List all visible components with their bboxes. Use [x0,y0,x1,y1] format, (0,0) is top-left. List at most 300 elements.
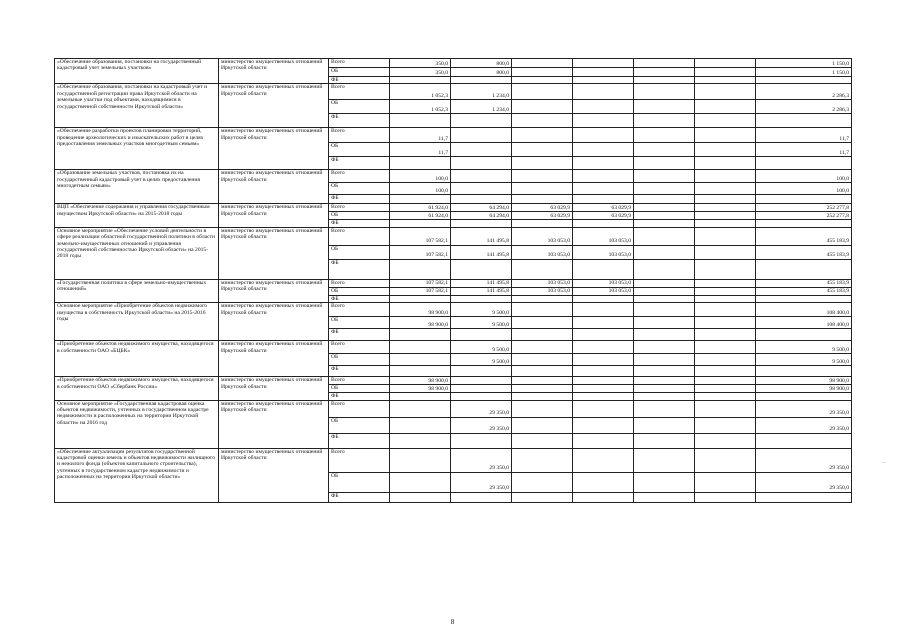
amount-cell [512,259,573,279]
funding-source-label: ФБ [329,329,390,341]
amount-cell [634,448,695,472]
amount-cell [634,195,695,204]
total-cell [756,295,852,302]
amount-cell [512,183,573,195]
amount-cell [695,279,756,287]
amount-cell [634,385,695,393]
amount-cell [695,295,756,302]
total-cell [756,157,852,170]
amount-cell [512,220,573,227]
funding-source-label: Всего [329,84,390,100]
amount-cell: 61 924,0 [390,212,451,220]
amount-cell [573,84,634,100]
amount-cell [512,393,573,400]
amount-cell: 9 500,0 [451,317,512,329]
funding-source-label: Всего [329,204,390,212]
amount-cell [451,377,512,385]
amount-cell [451,433,512,448]
amount-cell [573,68,634,77]
funding-source-label: ОБ [329,287,390,295]
amount-cell [695,114,756,128]
amount-cell [573,157,634,170]
total-cell: 29 350,0 [756,417,852,433]
table-row [55,303,852,317]
amount-cell [390,341,451,354]
amount-cell: 9 500,0 [451,303,512,317]
amount-cell: 107 582,1 [390,279,451,287]
amount-cell [451,329,512,341]
amount-cell [573,128,634,143]
funding-source-label: Всего [329,279,390,287]
funding-source-label: ФБ [329,492,390,502]
funding-source-label: ОБ [329,472,390,492]
budget-table-body [55,59,852,503]
amount-cell [634,303,695,317]
amount-cell [573,433,634,448]
amount-cell [695,354,756,366]
funding-source-label: ФБ [329,366,390,377]
total-cell [756,366,852,377]
amount-cell: 11,7 [390,143,451,157]
amount-cell [634,377,695,385]
amount-cell: 103 053,0 [512,279,573,287]
total-cell: 29 350,0 [756,472,852,492]
amount-cell [634,170,695,183]
total-cell: 2 286,3 [756,84,852,100]
total-cell: 1 150,0 [756,59,852,68]
amount-cell: 103 053,0 [573,227,634,245]
amount-cell [695,77,756,84]
amount-cell [573,385,634,393]
amount-cell [512,68,573,77]
measure-description: Основное мероприятие «Государственная кадастровая оценка объектов недвижимости, учтенных в государственном кадастре недвижимости и расположенных на территории Иркутской области» на 2016 год [55,400,219,448]
amount-cell [695,385,756,393]
funding-source-label: ФБ [329,433,390,448]
funding-source-label: Всего [329,128,390,143]
amount-cell: 63 029,9 [573,204,634,212]
responsible-executor: министерство имущественных отношений Иркутской области [219,279,329,302]
amount-cell [634,433,695,448]
total-cell: 1 150,0 [756,68,852,77]
funding-source-label: ФБ [329,259,390,279]
amount-cell: 98 900,0 [390,303,451,317]
amount-cell: 103 053,0 [573,279,634,287]
amount-cell [390,77,451,84]
amount-cell [695,84,756,100]
table-row [55,341,852,354]
total-cell: 455 183,9 [756,227,852,245]
amount-cell [451,259,512,279]
amount-cell [634,143,695,157]
amount-cell: 141 495,8 [451,279,512,287]
amount-cell [573,472,634,492]
amount-cell [695,287,756,295]
amount-cell [634,227,695,245]
margin-mark: – [882,460,885,466]
amount-cell [573,59,634,68]
amount-cell [695,433,756,448]
amount-cell [390,433,451,448]
table-row [55,377,852,385]
measure-description: «Образование земельных участков, постановка их на государственный кадастровый учет в целях предоставления многодетным семьям» [55,170,219,204]
amount-cell [695,212,756,220]
total-cell [756,433,852,448]
amount-cell [573,77,634,84]
amount-cell [512,143,573,157]
amount-cell [512,329,573,341]
amount-cell [451,492,512,502]
responsible-executor: министерство имущественных отношений Иркутской области [219,448,329,502]
responsible-executor: министерство имущественных отношений Иркутской области [219,377,329,400]
amount-cell [695,183,756,195]
amount-cell [695,227,756,245]
amount-cell [695,128,756,143]
amount-cell [695,472,756,492]
amount-cell [512,100,573,114]
table-row [55,170,852,183]
amount-cell [390,354,451,366]
measure-description: «Приобретение объектов недвижимого имущества, находящегося в собственности ОАО «БЦБК» [55,341,219,377]
measure-description: ВЦП «Обеспечение содержания и управления государственным имуществом Иркутской области» на 2015-2018 годы [55,204,219,227]
amount-cell [512,400,573,417]
funding-source-label: ФБ [329,114,390,128]
total-cell: 455 183,9 [756,287,852,295]
amount-cell [695,366,756,377]
funding-source-label: Всего [329,227,390,245]
amount-cell [451,220,512,227]
measure-description: Основное мероприятие «Приобретение объектов недвижимого имущества в собственность Иркутской области» на 2015-2016 годы [55,303,219,341]
amount-cell [390,195,451,204]
amount-cell [634,259,695,279]
amount-cell [512,448,573,472]
funding-source-label: Всего [329,303,390,317]
amount-cell [573,354,634,366]
amount-cell [695,157,756,170]
amount-cell [634,472,695,492]
amount-cell [512,303,573,317]
funding-source-label: Всего [329,59,390,68]
funding-source-label: ФБ [329,77,390,84]
amount-cell [573,317,634,329]
amount-cell [390,329,451,341]
amount-cell [695,377,756,385]
amount-cell [390,220,451,227]
amount-cell [573,400,634,417]
amount-cell [695,393,756,400]
funding-source-label: ОБ [329,68,390,77]
total-cell: 252 277,8 [756,212,852,220]
amount-cell [695,100,756,114]
amount-cell [451,385,512,393]
total-cell: 455 183,9 [756,245,852,259]
page-number: 8 [450,618,455,626]
funding-source-label: ОБ [329,354,390,366]
amount-cell [451,114,512,128]
amount-cell [512,170,573,183]
total-cell [756,220,852,227]
amount-cell [573,295,634,302]
amount-cell [695,448,756,472]
total-cell: 29 350,0 [756,400,852,417]
amount-cell [390,472,451,492]
amount-cell [512,417,573,433]
amount-cell [634,492,695,502]
amount-cell [512,377,573,385]
amount-cell [451,195,512,204]
responsible-executor: министерство имущественных отношений Иркутской области [219,227,329,279]
amount-cell [695,303,756,317]
amount-cell [634,366,695,377]
amount-cell [451,170,512,183]
table-row [55,59,852,68]
amount-cell [512,433,573,448]
amount-cell [451,393,512,400]
total-cell: 98 900,0 [756,377,852,385]
amount-cell: 1 052,3 [390,84,451,100]
funding-source-label: ОБ [329,183,390,195]
amount-cell [512,492,573,502]
total-cell: 98 900,0 [756,385,852,393]
total-cell: 100,0 [756,183,852,195]
amount-cell [390,295,451,302]
amount-cell [512,77,573,84]
amount-cell: 103 053,0 [512,287,573,295]
amount-cell [573,492,634,502]
amount-cell [390,492,451,502]
amount-cell: 107 582,1 [390,245,451,259]
amount-cell [634,212,695,220]
amount-cell [695,259,756,279]
amount-cell [573,195,634,204]
amount-cell [573,377,634,385]
measure-description: «Приобретение объектов недвижимого имущества, находящегося в собственности ОАО «Сбербанк России» [55,377,219,400]
amount-cell [512,195,573,204]
amount-cell [634,183,695,195]
total-cell: 9 500,0 [756,341,852,354]
amount-cell: 63 029,9 [512,212,573,220]
amount-cell [573,448,634,472]
amount-cell [451,183,512,195]
amount-cell [573,183,634,195]
amount-cell [695,220,756,227]
budget-table [54,58,852,503]
responsible-executor: министерство имущественных отношений Иркутской области [219,128,329,170]
amount-cell [695,341,756,354]
amount-cell [573,259,634,279]
total-cell [756,114,852,128]
table-row [55,204,852,212]
measure-description: «Обеспечение образования, постановки на кадастровый учет и государственной регистрации права Иркутской области на земельные участки под объектами, находящимися в государственной собственности Иркутской области» [55,84,219,128]
amount-cell [512,385,573,393]
amount-cell [573,114,634,128]
amount-cell [573,100,634,114]
responsible-executor: министерство имущественных отношений Иркутской области [219,303,329,341]
amount-cell [573,341,634,354]
amount-cell [451,143,512,157]
amount-cell [634,279,695,287]
total-cell [756,195,852,204]
total-cell: 100,0 [756,170,852,183]
measure-description: «Обеспечение разработки проектов планировки территорий, проведение археологических и изыскательских работ в целях предоставления земельных участков многодетным семьям» [55,128,219,170]
total-cell: 455 183,9 [756,279,852,287]
total-cell: 2 286,3 [756,100,852,114]
amount-cell: 103 053,0 [512,245,573,259]
table-row [55,227,852,245]
funding-source-label: ФБ [329,195,390,204]
amount-cell: 107 582,1 [390,287,451,295]
amount-cell [512,366,573,377]
amount-cell: 141 495,8 [451,227,512,245]
funding-source-label: ФБ [329,295,390,302]
measure-description: Основное мероприятие «Обеспечение условий деятельности в сфере реализации областной государственной политики в области земельно-имущественных отношений и управления государственной собственностью Иркутской области» на 2015-2018 годы [55,227,219,279]
measure-description: «Обеспечение образования, постановки на государственный кадастровый учет земельных участков» [55,59,219,84]
funding-source-label: Всего [329,377,390,385]
amount-cell: 98 900,0 [390,385,451,393]
table-row [55,279,852,287]
amount-cell [634,68,695,77]
amount-cell: 350,0 [390,68,451,77]
total-cell: 11,7 [756,128,852,143]
responsible-executor: министерство имущественных отношений Иркутской области [219,59,329,84]
amount-cell [634,287,695,295]
amount-cell: 64 294,0 [451,212,512,220]
total-cell: 9 500,0 [756,354,852,366]
amount-cell [634,114,695,128]
amount-cell [634,84,695,100]
total-cell: 252 277,8 [756,204,852,212]
amount-cell: 29 350,0 [451,472,512,492]
amount-cell [634,329,695,341]
amount-cell [695,143,756,157]
funding-source-label: ОБ [329,212,390,220]
amount-cell [634,400,695,417]
amount-cell: 800,0 [451,68,512,77]
amount-cell [512,472,573,492]
amount-cell [634,220,695,227]
measure-description: «Государственная политика в сфере земельно-имущественных отношений» [55,279,219,302]
funding-source-label: ФБ [329,220,390,227]
responsible-executor: министерство имущественных отношений Иркутской области [219,341,329,377]
amount-cell: 98 900,0 [390,377,451,385]
funding-source-label: Всего [329,400,390,417]
amount-cell [512,128,573,143]
amount-cell [695,68,756,77]
funding-source-label: Всего [329,448,390,472]
budget-table-sheet [54,58,851,503]
funding-source-label: Всего [329,170,390,183]
amount-cell [634,245,695,259]
funding-source-label: Всего [329,341,390,354]
amount-cell [573,143,634,157]
amount-cell [573,393,634,400]
amount-cell [451,77,512,84]
amount-cell: 63 029,9 [512,204,573,212]
amount-cell [573,417,634,433]
amount-cell [512,157,573,170]
amount-cell [390,114,451,128]
total-cell [756,77,852,84]
amount-cell: 107 582,1 [390,227,451,245]
amount-cell: 63 029,9 [573,212,634,220]
amount-cell [634,393,695,400]
amount-cell [390,259,451,279]
amount-cell: 1 052,3 [390,100,451,114]
amount-cell [634,100,695,114]
amount-cell: 61 924,0 [390,204,451,212]
amount-cell [390,366,451,377]
table-row [55,400,852,417]
amount-cell [573,220,634,227]
amount-cell [390,393,451,400]
total-cell: 108 400,0 [756,317,852,329]
amount-cell [573,170,634,183]
table-row [55,448,852,472]
amount-cell [512,341,573,354]
amount-cell [451,128,512,143]
amount-cell [634,417,695,433]
amount-cell: 103 053,0 [512,227,573,245]
amount-cell [634,77,695,84]
total-cell [756,393,852,400]
amount-cell: 1 234,0 [451,84,512,100]
amount-cell: 11,7 [390,128,451,143]
amount-cell [695,492,756,502]
total-cell: 108 400,0 [756,303,852,317]
amount-cell: 100,0 [390,170,451,183]
amount-cell [695,317,756,329]
table-row [55,128,852,143]
amount-cell [634,157,695,170]
amount-cell [390,157,451,170]
amount-cell: 100,0 [390,183,451,195]
amount-cell [634,341,695,354]
total-cell [756,492,852,502]
amount-cell [512,317,573,329]
funding-source-label: ОБ [329,417,390,433]
amount-cell: 98 900,0 [390,317,451,329]
amount-cell [451,157,512,170]
responsible-executor: министерство имущественных отношений Иркутской области [219,400,329,448]
amount-cell [695,204,756,212]
amount-cell [634,295,695,302]
amount-cell [695,195,756,204]
amount-cell: 64 294,0 [451,204,512,212]
amount-cell [512,114,573,128]
amount-cell [634,59,695,68]
amount-cell [634,128,695,143]
total-cell [756,329,852,341]
amount-cell [695,329,756,341]
amount-cell [512,59,573,68]
measure-description: «Обеспечение актуализации результатов государственной кадастровой оценки земель и объектов недвижимости жилищного и нежилого фонда (объектов капитального строительства), учтенных в государственном кадастре недвижимости и расположенных на территории Иркутской области» [55,448,219,502]
amount-cell [634,204,695,212]
responsible-executor: министерство имущественных отношений Иркутской области [219,170,329,204]
funding-source-label: ОБ [329,245,390,259]
amount-cell: 9 500,0 [451,341,512,354]
funding-source-label: ФБ [329,393,390,400]
amount-cell: 103 053,0 [573,287,634,295]
amount-cell [573,329,634,341]
amount-cell [573,366,634,377]
table-row [55,84,852,100]
amount-cell: 141 495,8 [451,245,512,259]
amount-cell [512,84,573,100]
amount-cell [695,59,756,68]
amount-cell: 9 500,0 [451,354,512,366]
funding-source-label: ОБ [329,100,390,114]
amount-cell: 29 350,0 [451,448,512,472]
amount-cell [695,400,756,417]
